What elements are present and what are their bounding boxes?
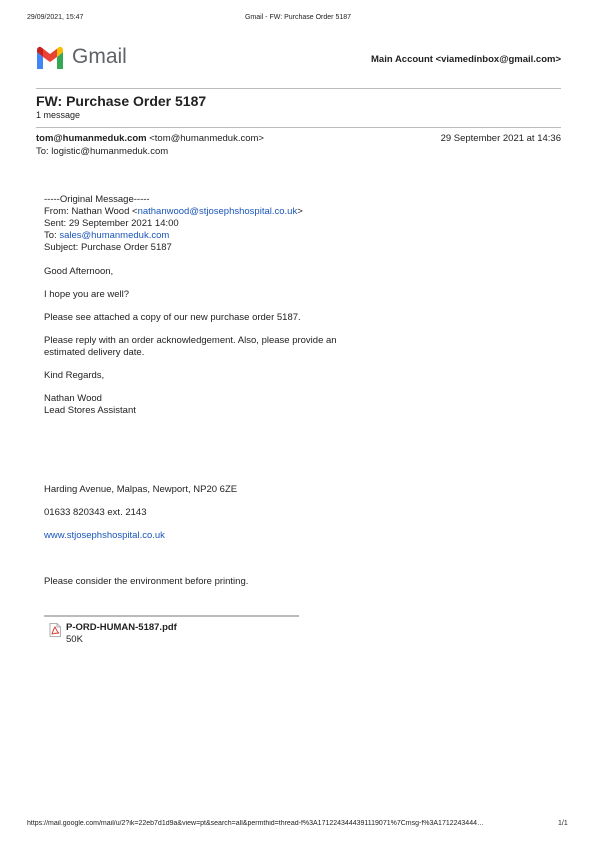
subject-divider [36,127,561,128]
print-footer-url: https://mail.google.com/mail/u/2?ik=22eb7d1d9a&view=pt&search=all&permthid=thread-f%3A1712243444391119071%7Cmsg-f%3A1712243444… [27,820,484,827]
original-to-email-link[interactable]: sales@humanmeduk.com [59,230,170,241]
message-count: 1 message [36,110,81,120]
body-paragraph-3-line-2: estimated delivery date. [44,347,145,358]
body-signoff: Kind Regards, [44,370,105,381]
print-footer-page: 1/1 [558,820,568,827]
sender-email-bracket: <tom@humanmeduk.com> [149,133,264,144]
account-label: Main Account <viamedinbox@gmail.com> [371,54,561,65]
message-date: 29 September 2021 at 14:36 [440,133,561,144]
original-to-line [44,230,169,242]
original-from-prefix: From: Nathan Wood < [44,206,138,217]
body-paragraph-3-line-1: Please reply with an order acknowledgement. Also, please provide an [44,335,337,346]
environment-note: Please consider the environment before printing. [44,576,249,587]
original-from-email-link[interactable]: nathanwood@stjosephshospital.co.uk [137,206,298,217]
attachment-name[interactable]: P-ORD-HUMAN-5187.pdf [66,622,177,633]
original-from-line [44,206,303,218]
sender-email[interactable]: tom@humanmeduk.com [36,133,147,144]
original-to-prefix: To: [44,230,60,241]
original-divider: -----Original Message----- [44,194,150,205]
header-divider [36,88,561,89]
body-paragraph-2: Please see attached a copy of our new purchase order 5187. [44,312,301,323]
print-page-title: Gmail - FW: Purchase Order 5187 [244,14,352,21]
signature-phone: 01633 820343 ext. 2143 [44,507,147,518]
signature-website-link[interactable]: www.stjosephshospital.co.uk [44,530,165,541]
sender-line [36,133,264,144]
body-paragraph-1: I hope you are well? [44,289,130,300]
gmail-logo-text: Gmail [72,45,127,68]
body-greeting: Good Afternoon, [44,266,114,277]
signature-address: Harding Avenue, Malpas, Newport, NP20 6ZE [44,484,238,495]
signature-name: Nathan Wood [44,393,102,404]
gmail-logo-icon [35,46,65,69]
thread-subject: FW: Purchase Order 5187 [36,93,207,109]
original-from-suffix: > [297,206,303,217]
attachment-size: 50K [66,634,83,645]
original-subject-line: Subject: Purchase Order 5187 [44,242,172,253]
attachment-divider [44,615,299,617]
pdf-file-icon [49,623,61,637]
signature-role: Lead Stores Assistant [44,405,136,416]
original-sent-line: Sent: 29 September 2021 14:00 [44,218,179,229]
print-datetime: 29/09/2021, 15:47 [27,14,84,21]
recipient-line: To: logistic@humanmeduk.com [36,146,169,157]
